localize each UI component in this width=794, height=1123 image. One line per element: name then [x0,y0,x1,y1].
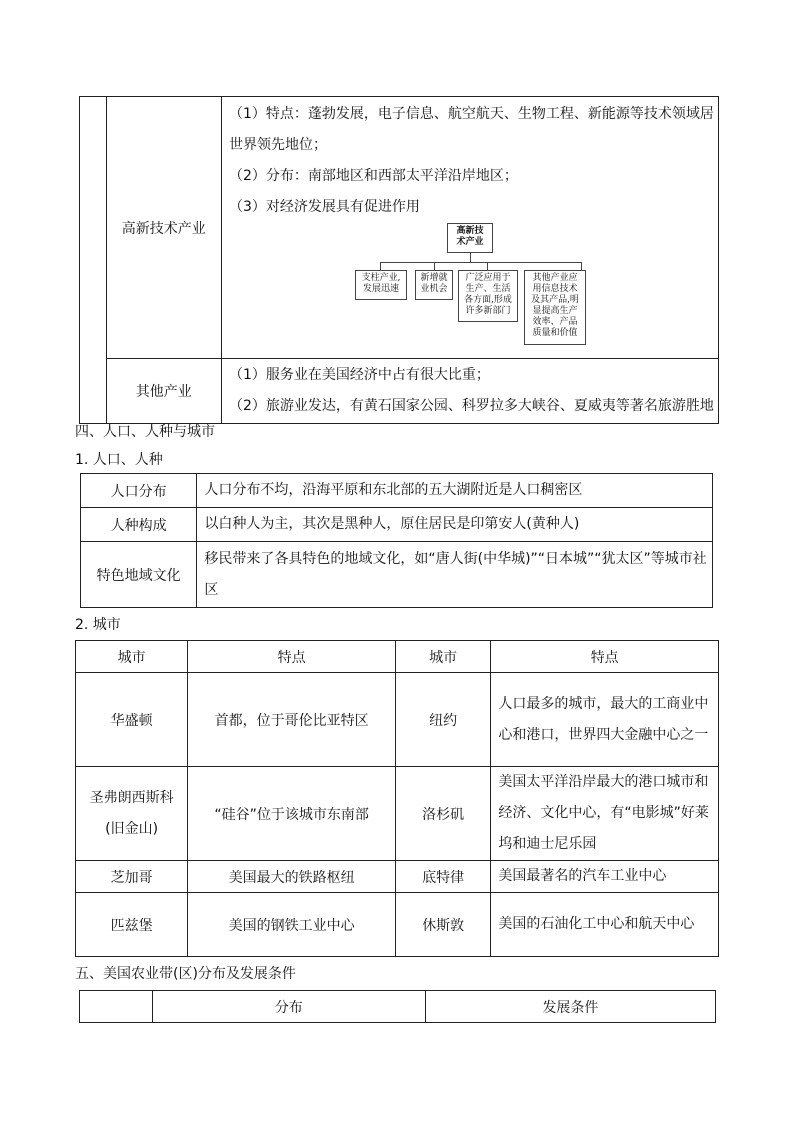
diagram-text: 发展迅速 [362,284,399,294]
city-name: 华盛顿 [76,673,188,767]
diagram-text: 高新技 [456,226,484,236]
table-row [80,359,719,424]
city-table [75,640,719,957]
diagram-text: 生产、生活 [465,284,511,294]
diagram-child [415,270,453,300]
diagram-text: 新增就 [420,273,448,283]
feature-line: 坞和迪士尼乐园 [498,836,597,852]
column-header: 城市 [76,641,188,673]
connector-line [581,262,582,270]
city-feature: “硅谷”位于该城市东南部 [188,767,396,861]
list-line: 世界领先地位； [229,137,327,153]
column-header: 城市 [395,641,490,673]
city-feature: 美国的钢铁工业中心 [188,893,396,957]
row-content [222,359,719,424]
list-line: （1）特点：蓬勃发展，电子信息、航空航天、生物工程、新能源等技术领域居 [229,106,714,122]
city-name: 芝加哥 [76,861,188,893]
side-cell [80,97,107,424]
value-line: 移民带来了各具特色的地域文化，如“唐人街(中华城)”“日本城”“犹太区”等城市社 [204,550,707,567]
feature-line: 人口最多的城市，最大的工商业中 [498,695,709,712]
row-header: 其他产业 [106,359,221,424]
table-row [76,893,719,957]
row-content [222,97,719,359]
city-name: 底特律 [395,861,490,893]
diagram-text: 质量和价值 [532,328,578,338]
row-header: 特色地域文化 [81,542,197,608]
diagram-child [524,270,586,345]
column-header: 发展条件 [425,991,715,1023]
city-name [76,767,188,861]
city-name: 纽约 [395,673,490,767]
table-row [76,861,719,893]
column-header: 特点 [188,641,396,673]
city-feature: 美国最著名的汽车工业中心 [491,861,719,893]
city-feature: 美国的石油化工中心和航天中心 [491,893,719,957]
population-table [80,473,713,608]
subsection-heading: 2. 城市 [75,617,121,633]
diagram-text: 术产业 [456,237,484,247]
connector-line [470,253,471,262]
feature-line: 美国太平洋沿岸最大的港口城市和 [498,774,709,790]
city-name-line: 圣弗朗西斯科 [89,789,174,806]
list-line: （3）对经济发展具有促进作用 [229,199,420,215]
diagram-text: 效率、产品 [532,317,578,327]
diagram-text: 及其产品,明 [531,295,579,305]
diagram-text: 支柱产业, [361,273,401,283]
list-line: （2）分布：南部地区和西部太平洋沿岸地区； [229,168,518,184]
diagram-text: 用信息技术 [532,284,578,294]
city-name-line: (旧金山) [105,820,159,837]
agriculture-table [79,990,716,1023]
city-name: 洛杉矶 [395,767,490,861]
connector-line [380,262,381,270]
diagram-text: 各方面,形成 [464,295,512,305]
city-feature: 美国最大的铁路枢纽 [188,861,396,893]
city-name: 休斯敦 [395,893,490,957]
table-row [81,508,713,542]
table-row [80,97,719,359]
diagram-child [355,270,407,300]
diagram-text: 显提高生产 [532,306,578,316]
city-feature: 首都，位于哥伦比亚特区 [188,673,396,767]
industry-table [79,96,719,424]
connector-line [434,262,435,270]
value-line: 区 [204,581,219,598]
city-feature [491,767,719,861]
row-header: 人口分布 [81,474,197,508]
connector-line [487,262,488,270]
row-header: 高新技术产业 [106,97,221,359]
feature-line: 心和港口，世界四大金融中心之一 [498,726,709,743]
section-heading: 四、人口、人种与城市 [75,424,215,440]
diagram-text: 业机会 [420,284,448,294]
city-feature [491,673,719,767]
diagram-text: 其他产业应 [532,273,578,283]
table-row [76,767,719,861]
connector-line [380,262,582,263]
subsection-heading: 1. 人口、人种 [75,452,163,468]
feature-line: 经济、文化中心，有“电影城”好莱 [498,805,709,821]
table-row [81,542,713,608]
diagram-root [447,223,493,253]
list-line: （1）服务业在美国经济中占有很大比重； [229,367,490,383]
row-header: 人种构成 [81,508,197,542]
industry-diagram [222,223,718,358]
table-header-row [80,991,716,1023]
list-line: （2）旅游业发达，有黄石国家公园、科罗拉多大峡谷、夏威夷等著名旅游胜地 [229,398,714,414]
table-row [81,474,713,508]
diagram-text: 广泛应用于 [465,273,511,283]
section-heading: 五、美国农业带(区)分布及发展条件 [75,966,296,982]
row-value [197,542,713,608]
column-header [80,991,153,1023]
diagram-child [458,270,518,322]
table-header-row [76,641,719,673]
table-row [76,673,719,767]
diagram-text: 许多新部门 [465,306,511,316]
column-header: 特点 [491,641,719,673]
row-value: 人口分布不均，沿海平原和东北部的五大湖附近是人口稠密区 [197,474,713,508]
city-name: 匹兹堡 [76,893,188,957]
column-header: 分布 [152,991,425,1023]
row-value: 以白种人为主，其次是黑种人，原住居民是印第安人(黄种人) [197,508,713,542]
